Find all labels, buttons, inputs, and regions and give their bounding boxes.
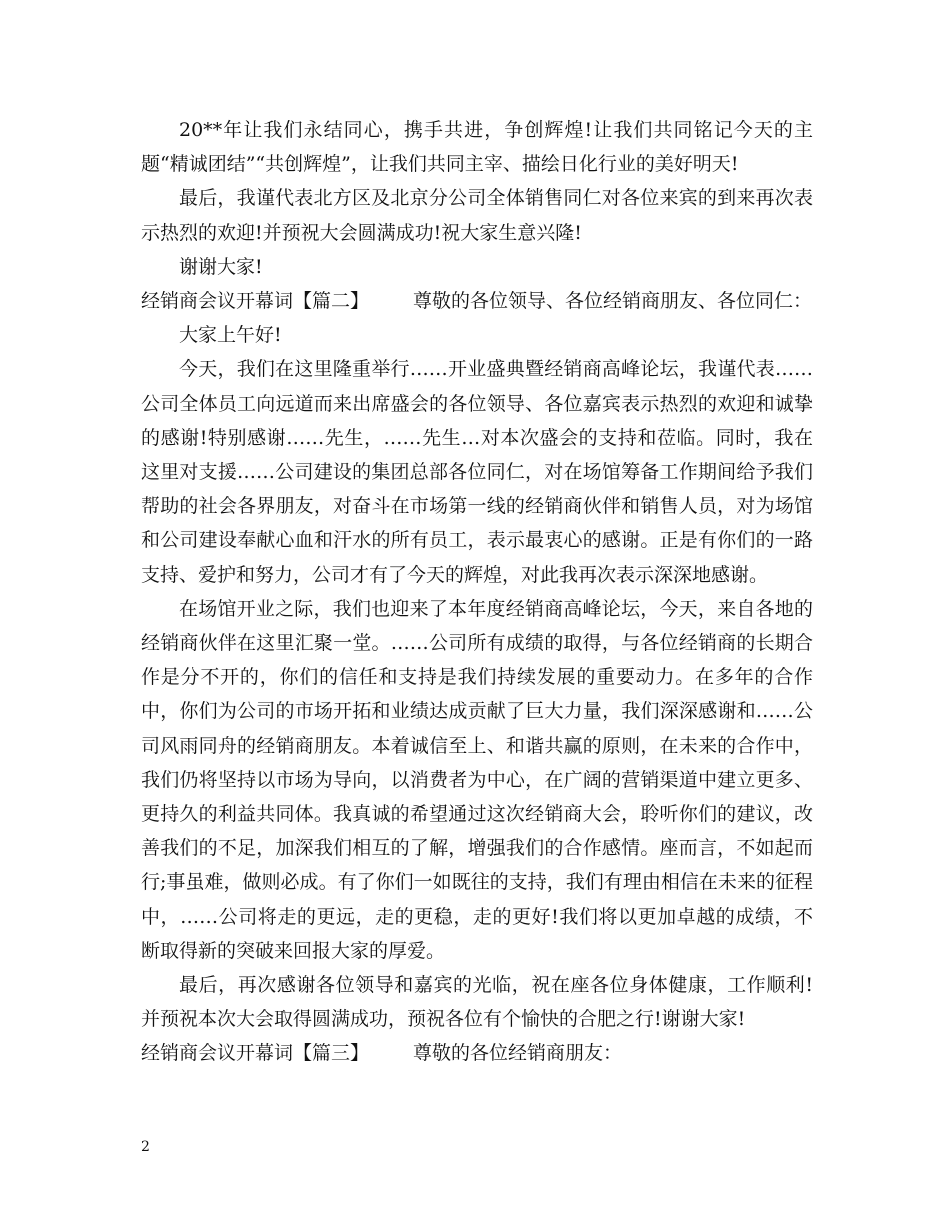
- paragraph: 大家上午好!: [179, 324, 282, 347]
- page-number: 2: [141, 1139, 150, 1155]
- salutation: 尊敬的各位领导、各位经销商朋友、各位同仁：: [413, 290, 813, 313]
- document-body: [141, 113, 813, 1071]
- paragraph: 今天，我们在这里隆重举行……开业盛典暨经销商高峰论坛，我谨代表……公司全体员工向远道而来出席盛会的各位领导、各位嘉宾表示热烈的欢迎和诚挚的感谢!特别感谢……先生，……先生…对本次盛会的支持和莅临。同时，我在这里对支援……公司建设的集团总部各位同仁，对在场馆筹备工作期间给予我们帮助的社会各界朋友，对奋斗在市场第一线的经销商伙伴和销售人员，对为场馆和公司建设奉献心血和汗水的所有员工，表示最衷心的感谢。正是有你们的一路支持、爱护和努力，公司才有了今天的辉煌，对此我再次表示深深地感谢。: [141, 358, 813, 586]
- paragraph: 20**年让我们永结同心，携手共进，争创辉煌!让我们共同铭记今天的主题“精诚团结”“共创辉煌”，让我们共同主宰、描绘日化行业的美好明天!: [141, 119, 813, 176]
- paragraph: 最后，我谨代表北方区及北京分公司全体销售同仁对各位来宾的到来再次表示热烈的欢迎!并预祝大会圆满成功!祝大家生意兴隆!: [141, 187, 813, 244]
- paragraph: 谢谢大家!: [179, 255, 263, 278]
- paragraph: 在场馆开业之际，我们也迎来了本年度经销商高峰论坛，今天，来自各地的经销商伙伴在这里汇聚一堂。……公司所有成绩的取得，与各位经销商的长期合作是分不开的，你们的信任和支持是我们持续发展的重要动力。在多年的合作中，你们为公司的市场开拓和业绩达成贡献了巨大力量，我们深深感谢和……公司风雨同舟的经销商朋友。本着诚信至上、和谐共赢的原则，在未来的合作中，我们仍将坚持以市场为导向，以消费者为中心，在广阔的营销渠道中建立更多、更持久的利益共同体。我真诚的希望通过这次经销商大会，聆听你们的建议，改善我们的不足，加深我们相互的了解，增强我们的合作感情。座而言，不如起而行;事虽难，做则必成。有了你们一如既往的支持，我们有理由相信在未来的征程中，……公司将走的更远，走的更稳，走的更好!我们将以更加卓越的成绩，不断取得新的突破来回报大家的厚爱。: [141, 597, 813, 962]
- section-heading-3: [141, 1036, 813, 1070]
- salutation: 尊敬的各位经销商朋友：: [413, 1042, 623, 1065]
- section-title: 经销商会议开幕词【篇二】: [141, 290, 370, 313]
- section-title: 经销商会议开幕词【篇三】: [141, 1042, 370, 1065]
- section-heading-2: [141, 284, 813, 318]
- paragraph: 最后，再次感谢各位领导和嘉宾的光临，祝在座各位身体健康，工作顺利!并预祝本次大会取得圆满成功，预祝各位有个愉快的合肥之行!谢谢大家!: [141, 974, 813, 1031]
